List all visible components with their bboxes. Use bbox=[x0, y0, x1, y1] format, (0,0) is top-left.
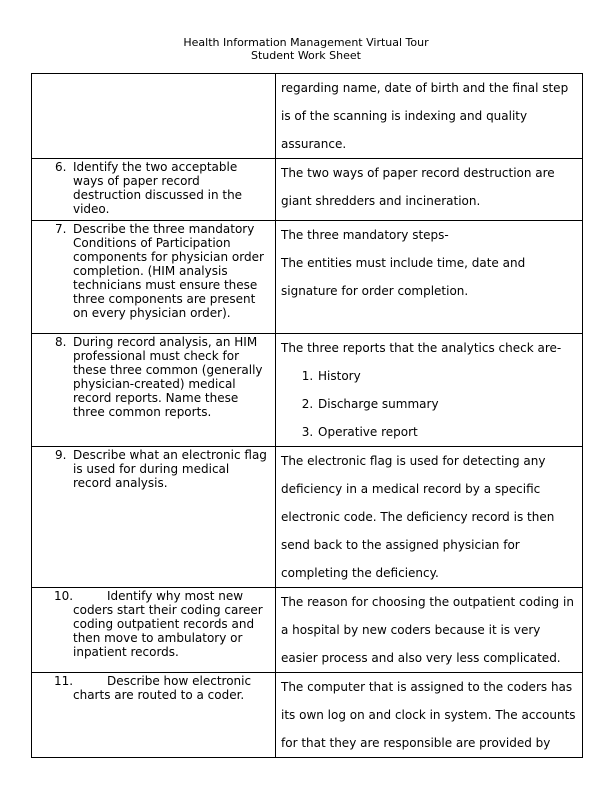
table-row bbox=[32, 74, 583, 159]
answer-intro: The three reports that the analytics check are- bbox=[281, 341, 562, 355]
question-number: 10. bbox=[54, 589, 74, 603]
question-text: Describe what an electronic flag is used for during medical record analysis. bbox=[73, 448, 267, 490]
report-list bbox=[281, 362, 578, 446]
answer-text: The electronic flag is used for detecting any deficiency in a medical record by a specific electronic code. The deficiency record is then send back to the assigned physician for completing the deficiency. bbox=[281, 454, 555, 580]
question-cell bbox=[32, 447, 276, 588]
table-row bbox=[32, 159, 583, 221]
question-number: 6. bbox=[55, 160, 67, 174]
answer-cell bbox=[276, 447, 583, 588]
list-item: 3. Operative report bbox=[317, 418, 578, 446]
question-number: 11. bbox=[54, 674, 74, 688]
answer-text: The two ways of paper record destruction are giant shredders and incineration. bbox=[281, 166, 555, 208]
answer-text: The entities must include time, date and signature for order completion. bbox=[281, 256, 526, 298]
question-number: 9. bbox=[55, 448, 67, 462]
table-row bbox=[32, 447, 583, 588]
question-number: 7. bbox=[55, 222, 67, 236]
answer-cell bbox=[276, 673, 583, 758]
answer-intro: The three mandatory steps- bbox=[281, 228, 449, 242]
question-text: Describe the three mandatory Conditions of Participation components for physician order completion. (HIM analysis technicians must ensure these three components are present on every physician order). bbox=[73, 222, 264, 320]
answer-cell bbox=[276, 159, 583, 221]
table-row bbox=[32, 673, 583, 758]
list-item: 2. Discharge summary bbox=[317, 390, 578, 418]
answer-cell bbox=[276, 74, 583, 159]
table-row bbox=[32, 334, 583, 447]
question-cell bbox=[32, 159, 276, 221]
question-text: During record analysis, an HIM professional must check for these three common (generally physician-created) medical record reports. Name these three common reports. bbox=[73, 335, 263, 419]
header-subtitle: Student Work Sheet bbox=[251, 49, 361, 62]
question-number: 8. bbox=[55, 335, 67, 349]
worksheet-table bbox=[31, 73, 583, 758]
answer-text: The reason for choosing the outpatient coding in a hospital by new coders because it is very easier process and also very less complicated. bbox=[281, 595, 574, 665]
question-cell bbox=[32, 221, 276, 334]
answer-text: regarding name, date of birth and the final step is of the scanning is indexing and quality assurance. bbox=[281, 81, 569, 151]
answer-cell bbox=[276, 221, 583, 334]
question-cell bbox=[32, 74, 276, 159]
question-cell bbox=[32, 673, 276, 758]
answer-cell bbox=[276, 334, 583, 447]
table-row bbox=[32, 221, 583, 334]
table-row bbox=[32, 588, 583, 673]
page-header bbox=[0, 36, 612, 62]
question-text: Describe how electronic charts are routed to a coder. bbox=[73, 674, 252, 702]
list-item: 1. History bbox=[317, 362, 578, 390]
question-cell bbox=[32, 334, 276, 447]
question-cell bbox=[32, 588, 276, 673]
answer-cell bbox=[276, 588, 583, 673]
question-text: Identify the two acceptable ways of paper record destruction discussed in the video. bbox=[73, 160, 243, 216]
header-title: Health Information Management Virtual Tour bbox=[183, 36, 429, 49]
answer-text: The computer that is assigned to the coders has its own log on and clock in system. The accounts for that they are responsible are provided by bbox=[281, 680, 576, 750]
question-text: Identify why most new coders start their coding career coding outpatient records and then move to ambulatory or inpatient records. bbox=[73, 589, 263, 659]
